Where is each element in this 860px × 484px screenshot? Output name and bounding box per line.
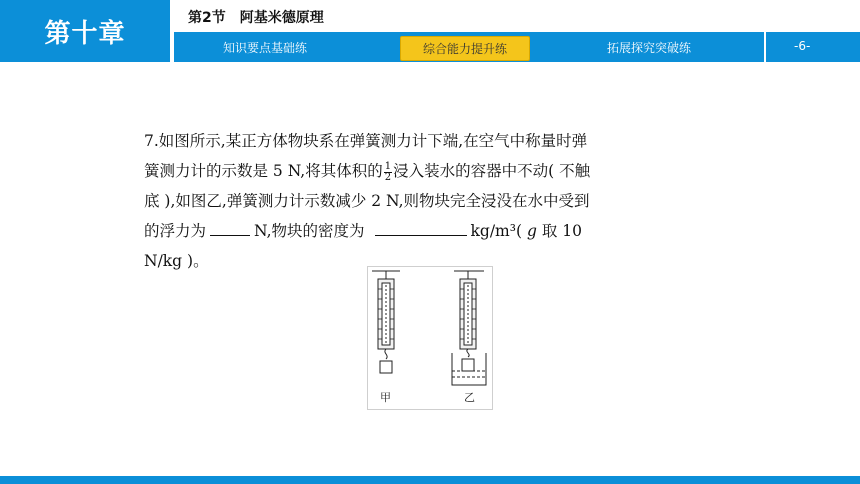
answer-blank-buoyancy[interactable] xyxy=(210,217,250,236)
question-number: 7. xyxy=(144,132,159,150)
question-line-3: 底 ),如图乙,弹簧测力计示数减少 2 N,则物块完全浸没在水中受到 xyxy=(144,192,590,210)
label-yi: 乙 xyxy=(464,391,475,404)
tab-extension-practice[interactable]: 拓展探究突破练 xyxy=(606,41,691,55)
question-line-4c: kg/m³( xyxy=(470,222,527,240)
section-number: 第2节 xyxy=(188,10,226,26)
fraction-numerator: 1 xyxy=(384,160,392,172)
section-title xyxy=(188,7,324,27)
question-text xyxy=(144,126,714,276)
chapter-title: 第十章 xyxy=(0,0,170,62)
question-line-2a: 簧测力计的示数是 5 N,将其体积的 xyxy=(144,162,383,180)
question-line-5: N/kg )。 xyxy=(144,252,209,270)
tab-comprehensive-practice[interactable]: 综合能力提升练 xyxy=(400,36,530,61)
tab-bar xyxy=(174,32,860,62)
spring-scale-diagram xyxy=(368,267,492,409)
scale-right xyxy=(452,271,486,385)
question-line-2 xyxy=(144,156,714,186)
question-line-1-text: 如图所示,某正方体物块系在弹簧测力计下端,在空气中称量时弹 xyxy=(158,132,588,150)
question-line-1 xyxy=(144,126,714,156)
question-line-4a: 的浮力为 xyxy=(144,222,207,240)
section-name: 阿基米德原理 xyxy=(239,10,324,26)
bottom-accent-bar xyxy=(0,476,860,484)
fraction-one-half xyxy=(384,162,392,183)
question-line-2b: 浸入装水的容器中不动( 不触 xyxy=(393,162,591,180)
spring-scale-figure xyxy=(367,266,493,410)
page-number: -6- xyxy=(794,39,811,53)
symbol-g: g xyxy=(526,222,537,240)
answer-blank-density[interactable] xyxy=(375,217,467,236)
question-line-4 xyxy=(144,216,714,246)
fraction-denominator: 2 xyxy=(384,171,392,183)
tab-divider xyxy=(764,32,766,62)
label-jia: 甲 xyxy=(380,391,391,404)
scale-left xyxy=(372,271,400,373)
question-line-4d: 取 10 xyxy=(536,222,582,240)
tab-basic-practice[interactable]: 知识要点基础练 xyxy=(222,41,307,55)
question-line-4b: N,物块的密度为 xyxy=(254,222,365,240)
